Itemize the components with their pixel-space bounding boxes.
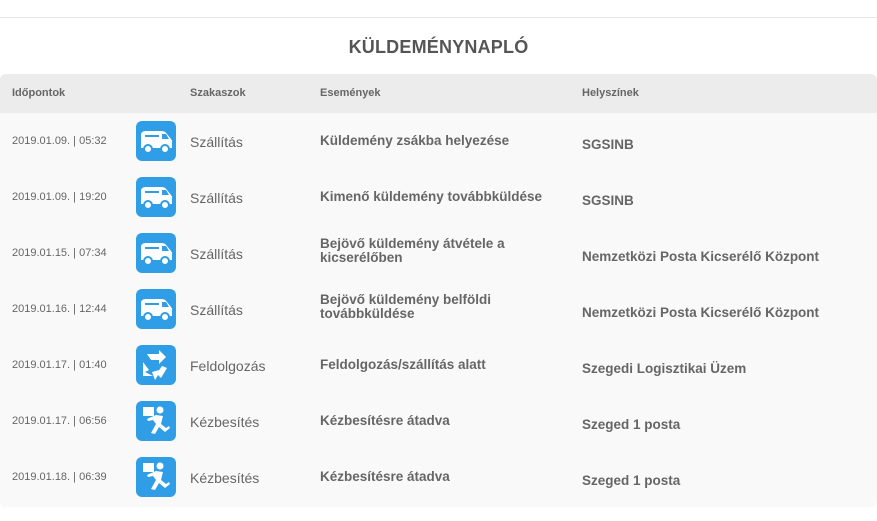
header-location: Helyszínek	[582, 87, 639, 99]
row-phase: Feldolgozás	[190, 358, 266, 374]
row-event: Küldemény zsákba helyezése	[320, 133, 510, 148]
page-title: KÜLDEMÉNYNAPLÓ	[348, 37, 529, 57]
row-event: Kézbesítésre átadva	[320, 469, 450, 484]
row-phase: Szállítás	[190, 190, 243, 206]
processing-arrows-icon	[136, 345, 176, 385]
delivery-van-icon	[136, 233, 176, 273]
delivery-van-icon	[136, 121, 176, 161]
row-phase: Szállítás	[190, 302, 243, 318]
header-event: Események	[320, 87, 381, 99]
previous-panel-edge	[0, 0, 877, 18]
row-event: Kézbesítésre átadva	[320, 413, 450, 428]
row-time: 2019.01.09. | 19:20	[12, 191, 107, 203]
row-phase: Kézbesítés	[190, 414, 260, 430]
table-header	[0, 74, 877, 113]
row-time: 2019.01.17. | 06:56	[12, 415, 107, 427]
row-event: Bejövő küldemény átvétele a kicserélőben	[320, 236, 505, 265]
row-time: 2019.01.18. | 06:39	[12, 471, 107, 483]
row-event: Kimenő küldemény továbbküldése	[320, 189, 543, 204]
courier-running-icon	[136, 401, 176, 441]
row-location: SGSINB	[582, 137, 634, 152]
row-time: 2019.01.17. | 01:40	[12, 359, 107, 371]
row-event: Bejövő küldemény belföldi továbbküldése	[320, 292, 492, 321]
table-row	[0, 113, 877, 169]
tracking-table	[0, 74, 877, 507]
table-row	[0, 337, 877, 393]
row-location: Szegedi Logisztikai Üzem	[582, 361, 747, 376]
header-phase: Szakaszok	[190, 87, 246, 99]
row-phase: Kézbesítés	[190, 470, 260, 486]
row-time: 2019.01.09. | 05:32	[12, 135, 107, 147]
courier-running-icon	[136, 457, 176, 497]
row-location: SGSINB	[582, 193, 634, 208]
row-time: 2019.01.16. | 12:44	[12, 303, 107, 315]
header-time: Időpontok	[12, 87, 66, 99]
row-location: Szeged 1 posta	[582, 473, 681, 488]
table-row	[0, 393, 877, 449]
row-location: Nemzetközi Posta Kicserélő Központ	[582, 305, 820, 320]
row-phase: Szállítás	[190, 134, 243, 150]
delivery-van-icon	[136, 177, 176, 217]
row-location: Szeged 1 posta	[582, 417, 681, 432]
table-row	[0, 169, 877, 225]
table-row	[0, 281, 877, 337]
delivery-van-icon	[136, 289, 176, 329]
row-location: Nemzetközi Posta Kicserélő Központ	[582, 249, 820, 264]
row-event: Feldolgozás/szállítás alatt	[320, 357, 486, 372]
table-row	[0, 449, 877, 505]
row-time: 2019.01.15. | 07:34	[12, 247, 107, 259]
table-body	[0, 113, 877, 505]
row-phase: Szállítás	[190, 246, 243, 262]
table-row	[0, 225, 877, 281]
